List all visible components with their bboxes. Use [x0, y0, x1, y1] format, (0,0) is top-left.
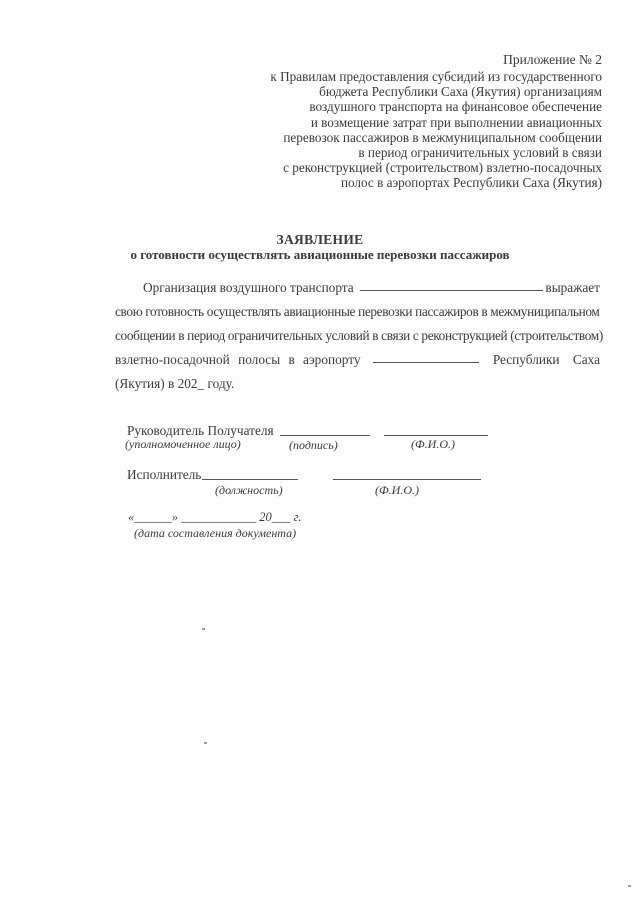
airport-field[interactable]: [373, 348, 479, 363]
body-text: сообщении в период ограничительных условий в связи с реконструкцией (строительством): [115, 328, 603, 343]
appendix-line: в период ограничительных условий в связи: [358, 145, 602, 161]
organization-name-field[interactable]: [360, 276, 544, 291]
appendix-line: полос в аэропортах Республики Саха (Якутия): [340, 175, 602, 191]
body-text: (Якутия) в 202_ году.: [115, 376, 235, 391]
appendix-line: перевозок пассажиров в межмуниципальном сообщении: [283, 129, 602, 145]
appendix-line: к Правилам предоставления субсидий из государственного: [270, 69, 602, 84]
statement-body: [115, 276, 603, 396]
head-signature-field[interactable]: [280, 434, 370, 436]
appendix-line: с реконструкцией (строительством) взлетно-посадочных: [283, 160, 602, 176]
body-line-4: [115, 348, 600, 372]
document-title: ЗАЯВЛЕНИЕ: [276, 232, 364, 247]
document-subtitle: о готовности осуществлять авиационные перевозки пассажиров: [130, 247, 510, 262]
date-field[interactable]: «______» ____________ 20___ г.: [128, 510, 302, 524]
executor-caption-position: (должность): [215, 483, 283, 497]
executor-label: Исполнитель: [127, 467, 202, 482]
body-text: Организация воздушного транспорта: [143, 280, 354, 295]
body-text: взлетно-посадочной полосы в аэропорту: [115, 352, 361, 367]
scan-speck: [628, 885, 631, 887]
appendix-title: Приложение № 2: [503, 52, 602, 67]
appendix-line: бюджета Республики Саха (Якутия) организациям: [319, 84, 602, 100]
body-line-2: [115, 300, 600, 324]
body-line-1: [115, 276, 600, 300]
body-line-5: [115, 372, 600, 396]
date-caption: (дата составления документа): [134, 526, 297, 540]
head-caption-role: (уполномоченное лицо): [125, 437, 241, 451]
head-name-field[interactable]: [384, 434, 488, 436]
body-line-3: [115, 324, 603, 348]
executor-position-field[interactable]: [202, 478, 298, 480]
executor-caption-name: (Ф.И.О.): [375, 483, 419, 497]
body-text: свою готовность осуществлять авиационные перевозки пассажиров в межмуниципальном: [115, 304, 600, 319]
body-text: выражает: [545, 280, 600, 295]
scan-speck: [204, 742, 207, 744]
body-text: Республики Саха: [492, 352, 600, 367]
appendix-reference: [222, 69, 602, 191]
head-caption-name: (Ф.И.О.): [411, 437, 455, 451]
head-caption-sign: (подпись): [289, 438, 338, 452]
scan-speck: [202, 628, 205, 630]
head-label: Руководитель Получателя: [127, 423, 274, 438]
executor-name-field[interactable]: [333, 478, 481, 480]
appendix-line: и возмещение затрат при выполнении авиационных: [310, 114, 602, 130]
appendix-line: воздушного транспорта на финансовое обеспечение: [309, 99, 602, 115]
